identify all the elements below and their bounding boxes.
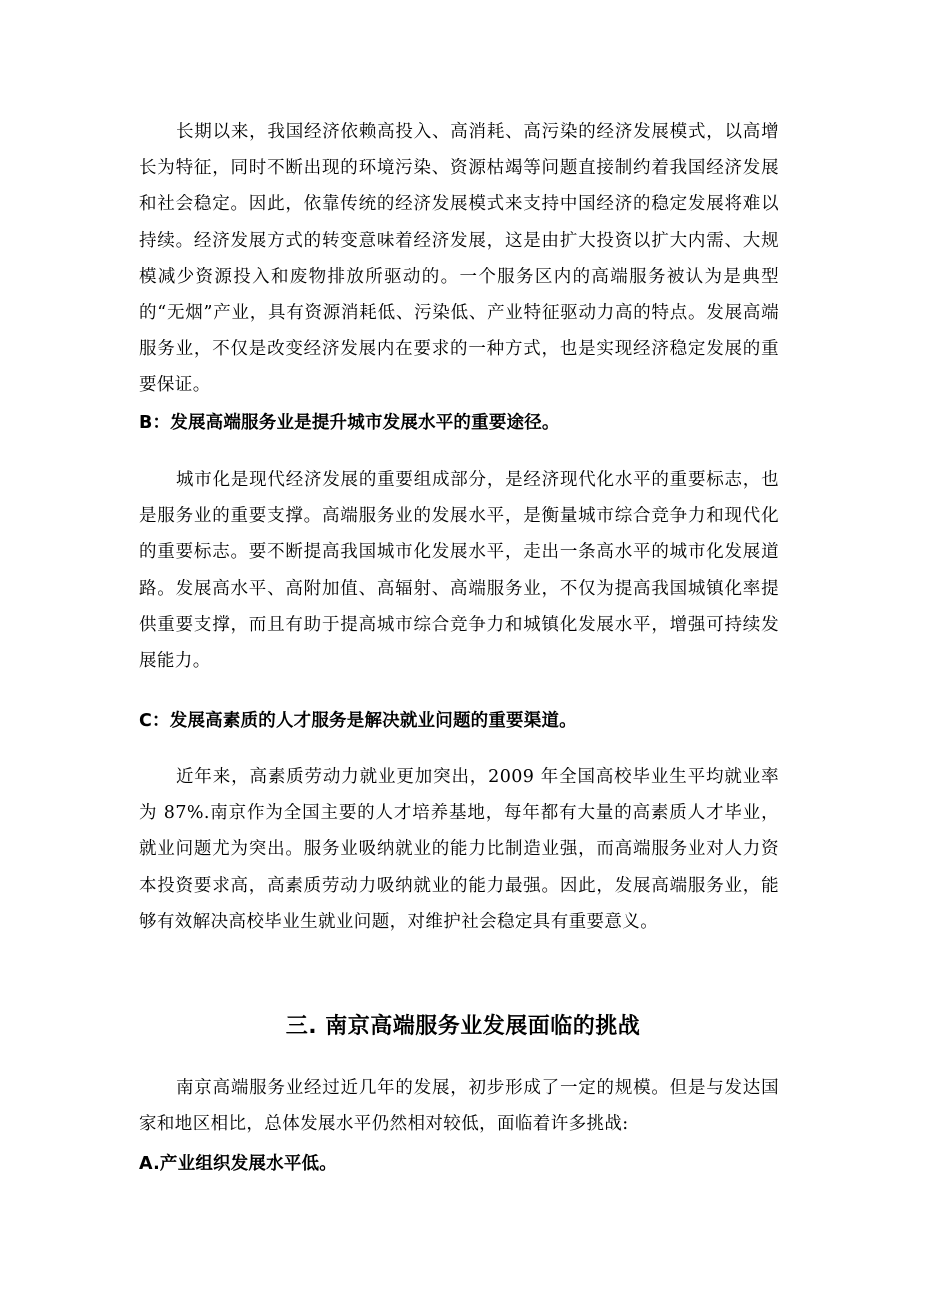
section-title-challenges: 三. 南京高端服务业发展面临的挑战 [285,1014,641,1039]
paragraph-employment: 近年来，高素质劳动力就业更加突出，2009 年全国高校毕业生平均就业率为 87%.南京作为全国主要的人才培养基地，每年都有大量的高素质人才毕业，就业问题尤为突出。服务业吸纳就业的能力比制造业强，而高端服务业对人力资本投资要求高，高素质劳动力吸纳就业的能力最强。因此，发展高端服务业，能够有效解决高校毕业生就业问题，对维护社会稳定具有重要意义。 [139,767,779,932]
heading-a-industry-organization: A.产业组织发展水平低。 [139,1154,337,1174]
paragraph-challenges-intro: 南京高端服务业经过近几年的发展，初步形成了一定的规模。但是与发达国家和地区相比，总体发展水平仍然相对较低，面临着许多挑战: [139,1078,779,1135]
paragraph-economic-growth-model: 长期以来，我国经济依赖高投入、高消耗、高污染的经济发展模式，以高增长为特征，同时不断出现的环境污染、资源枯竭等问题直接制约着我国经济发展和社会稳定。因此，依靠传统的经济发展模式来支持中国经济的稳定发展将难以持续。经济发展方式的转变意味着经济发展，这是由扩大投资以扩大内需、大规模减少资源投入和废物排放所驱动的。一个服务区内的高端服务被认为是典型的“无烟”产业，具有资源消耗低、污染低、产业特征驱动力高的特点。发展高端服务业，不仅是改变经济发展内在要求的一种方式，也是实现经济稳定发展的重要保证。 [139,122,779,396]
heading-c-talent-services: C：发展高素质的人才服务是解决就业问题的重要渠道。 [139,711,577,731]
paragraph-urbanization: 城市化是现代经济发展的重要组成部分，是经济现代化水平的重要标志，也是服务业的重要支撑。高端服务业的发展水平，是衡量城市综合竞争力和现代化的重要标志。要不断提高我国城市化发展水平，走出一条高水平的城市化发展道路。发展高水平、高附加值、高辐射、高端服务业，不仅为提高我国城镇化率提供重要支撑，而且有助于提高城市综合竞争力和城镇化发展水平，增强可持续发展能力。 [139,470,779,672]
heading-b-urban-development: B：发展高端服务业是提升城市发展水平的重要途径。 [139,413,560,433]
